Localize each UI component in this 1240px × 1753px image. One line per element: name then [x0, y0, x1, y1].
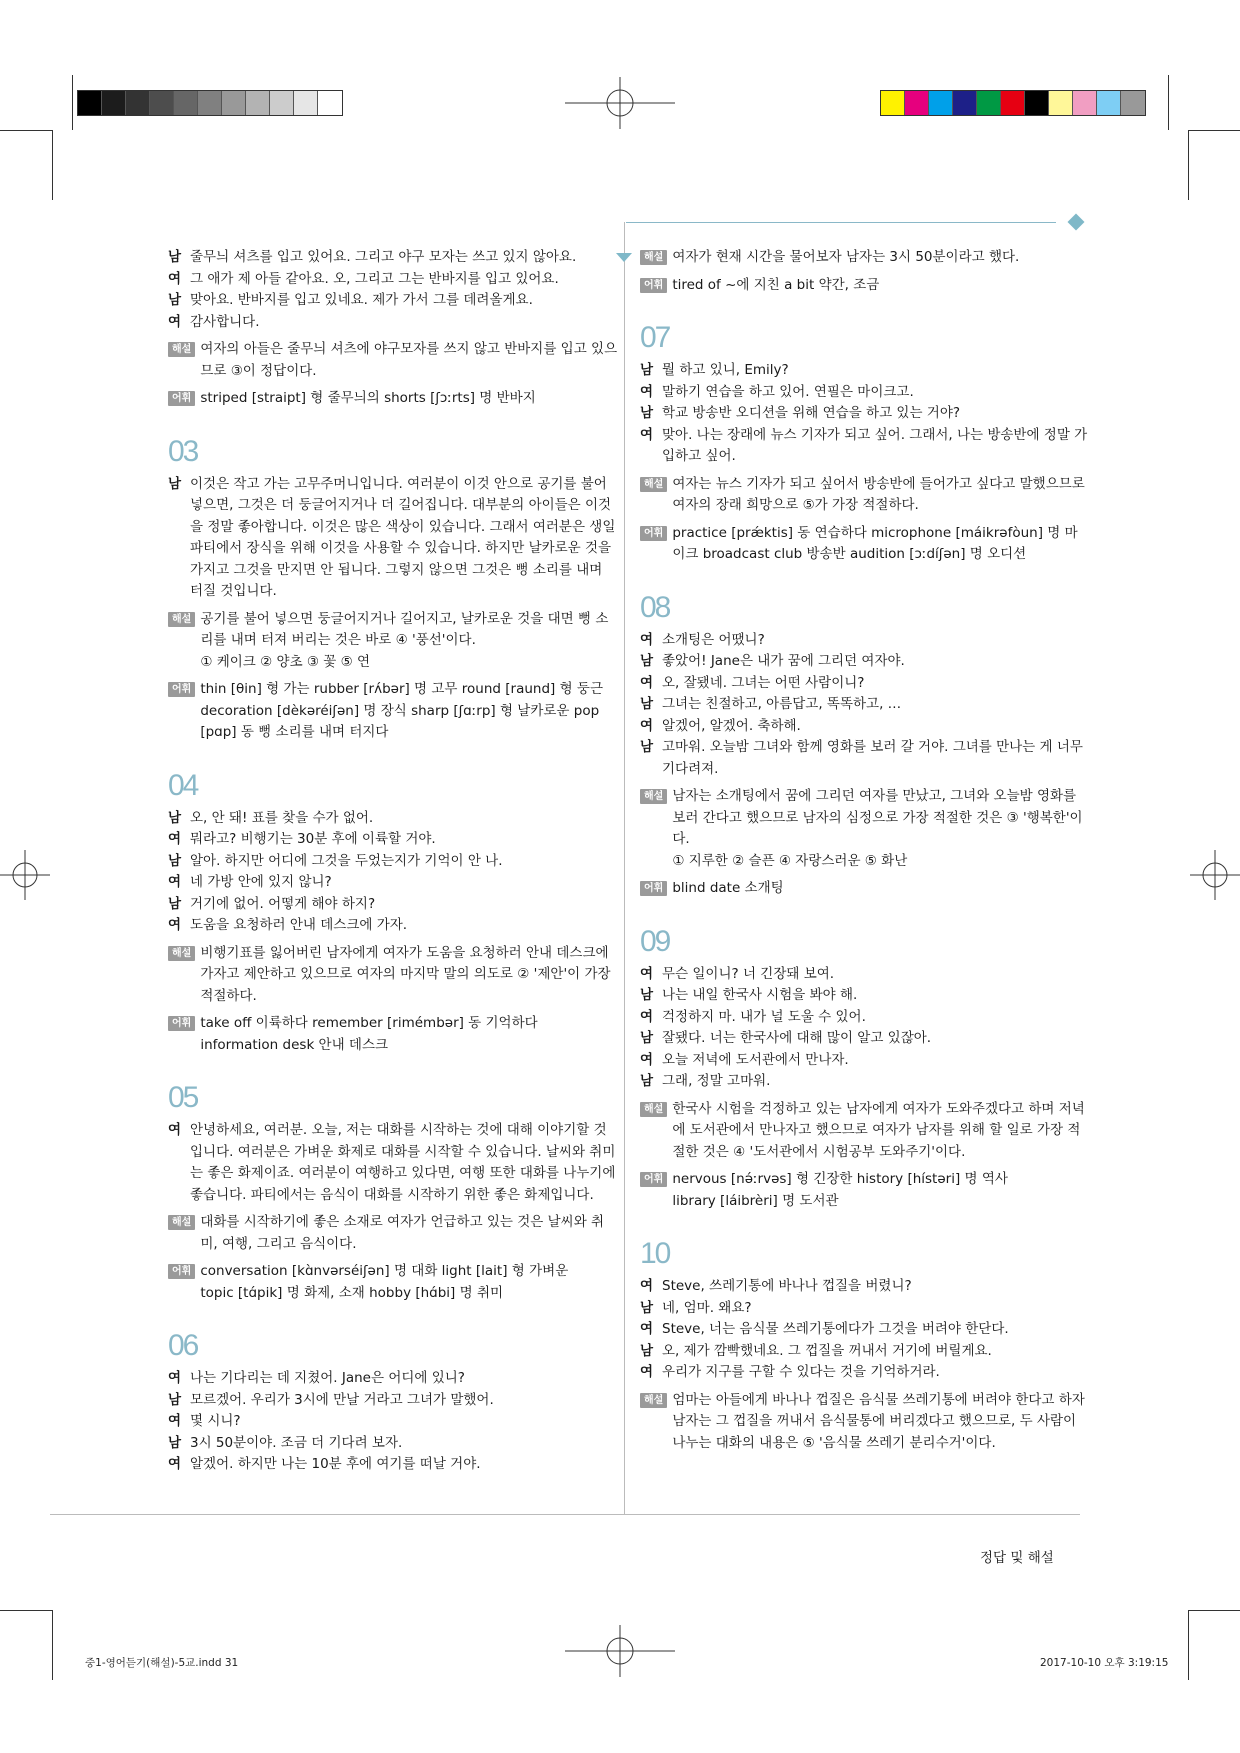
- crop-mark: [0, 130, 52, 131]
- vocab-text: nervous [nə́ːrvəs] 형 긴장한 history [hístəri] 명 역사 library [láibrèri] 명 도서관: [672, 1171, 1008, 1209]
- q09-number: 09: [640, 924, 670, 958]
- color-swatch: [1097, 91, 1121, 115]
- color-swatch: [1121, 91, 1145, 115]
- dialogue-line: [640, 1071, 1090, 1093]
- color-swatch: [1001, 91, 1025, 115]
- q09-vocab: [640, 1169, 1090, 1212]
- vocab-tag: 어휘: [168, 1016, 195, 1031]
- dialogue-text: 오, 제가 깜빡했네요. 그 껍질을 꺼내서 거기에 버릴게요.: [662, 1342, 992, 1359]
- vocab-text: blind date 소개팅: [672, 880, 784, 896]
- color-swatch: [881, 91, 905, 115]
- q08-explanation: [640, 786, 1090, 872]
- speaker-label: 여: [640, 631, 654, 648]
- crop-mark: [1188, 130, 1189, 200]
- vocab-text: tired of ~에 지친 a bit 약간, 조금: [672, 276, 880, 293]
- dialogue-text: 감사합니다.: [190, 313, 260, 330]
- speaker-label: 여: [168, 874, 182, 890]
- explanation-text: 대화를 시작하기에 좋은 소재로 여자가 언급하고 있는 것은 날씨와 취미, 여행, 그리고 음식이다.: [200, 1214, 605, 1252]
- vocab-tag: 어휘: [168, 1264, 195, 1279]
- q05-explanation: [168, 1212, 618, 1255]
- process-color-bar: [880, 90, 1146, 116]
- dialogue-text: 소개팅은 어땠니?: [662, 631, 765, 648]
- dialogue-line: [168, 829, 618, 851]
- dialogue-line: [640, 1007, 1090, 1029]
- dialogue-line: [168, 915, 618, 937]
- color-swatch: [294, 91, 318, 115]
- speaker-label: 남: [640, 1030, 654, 1046]
- vocab-tag: 어휘: [168, 391, 195, 406]
- color-swatch: [102, 91, 126, 115]
- dialogue-text: 오, 안 돼! 표를 찾을 수가 없어.: [190, 809, 374, 826]
- crop-mark: [0, 1610, 52, 1611]
- dialogue-line: [640, 964, 1090, 986]
- dialogue-text: 도움을 요청하러 안내 데스크에 가자.: [190, 917, 408, 933]
- dialogue-line: [168, 312, 618, 334]
- color-swatch: [174, 91, 198, 115]
- explanation-text: 여자의 아들은 줄무늬 셔츠에 야구모자를 쓰지 않고 반바지를 입고 있으므로 ③이 정답이다.: [200, 341, 618, 379]
- dialogue-text: 이것은 작고 가는 고무주머니입니다. 여러분이 이것 안으로 공기를 불어 넣으면, 그것은 더 둥글어지거나 더 길어집니다. 대부분의 아이들은 이것을 정말 좋아합니다. 이것은 많은 색상이 있습니다. 그래서 여러분은 생일 파티에서 장식을 위해 이것을 사용할 수 있습니다. 하지만 날카로운 것을 가지고 그것을 만지면 안 됩니다. 그렇지 않으면 그것은 뻥 소리를 내며 터질 것입니다.: [190, 475, 616, 599]
- dialogue-text: 학교 방송반 오디션을 위해 연습을 하고 있는 거야?: [662, 405, 961, 421]
- dialogue-line: [168, 1368, 618, 1390]
- color-swatch: [1025, 91, 1049, 115]
- vocab-tag: 어휘: [640, 1172, 667, 1187]
- speaker-label: 여: [168, 1370, 182, 1386]
- q04-dialogue: [168, 808, 618, 937]
- color-swatch: [126, 91, 150, 115]
- dialogue-text: 좋았어! Jane은 내가 꿈에 그리던 여자야.: [662, 653, 905, 669]
- dialogue-text: 몇 시니?: [190, 1413, 241, 1429]
- dialogue-text: 알겠어, 알겠어. 축하해.: [662, 717, 801, 734]
- dialogue-line: [168, 474, 618, 603]
- q02-dialogue: [168, 247, 618, 333]
- q07-dialogue: [640, 360, 1090, 468]
- dialogue-text: 알아. 하지만 어디에 그것을 두었는지가 기억이 안 나.: [190, 852, 503, 869]
- dialogue-line: [640, 382, 1090, 404]
- section-title: 정답 및 해설: [980, 1550, 1054, 1566]
- crop-mark: [52, 1610, 53, 1680]
- dialogue-text: 거기에 없어. 어떻게 해야 하지?: [190, 895, 376, 912]
- q10-explanation: [640, 1390, 1090, 1455]
- vocab-text: conversation [kɑ̀nvərséiʃən] 명 대화 light [lait] 형 가벼운 topic [tɑ́pik] 명 화제, 소재 hobby [hɑ́bi] 명 취미: [200, 1263, 569, 1301]
- vocab-tag: 어휘: [640, 526, 667, 541]
- registration-mark: [0, 850, 50, 900]
- dialogue-line: [168, 851, 618, 873]
- color-swatch: [270, 91, 294, 115]
- speaker-label: 여: [640, 1008, 654, 1025]
- dialogue-line: [640, 673, 1090, 695]
- dialogue-text: 잘됐다. 너는 한국사에 대해 많이 알고 있잖아.: [662, 1030, 932, 1046]
- crop-mark: [1188, 1610, 1189, 1680]
- q07-vocab: [640, 523, 1090, 566]
- speaker-label: 여: [168, 313, 182, 330]
- q06-dialogue: [168, 1368, 618, 1476]
- crop-mark: [52, 130, 53, 200]
- speaker-label: 남: [640, 987, 654, 1003]
- dialogue-text: 그래, 정말 고마워.: [662, 1073, 771, 1089]
- vocab-text: take off 이륙하다 remember [rimémbər] 동 기억하다 information desk 안내 데스크: [200, 1015, 538, 1053]
- color-swatch: [929, 91, 953, 115]
- explanation-text: 공기를 불어 넣으면 둥글어지거나 길어지고, 날카로운 것을 대면 뻥 소리를 내며 터져 버리는 것은 바로 ④ '풍선'이다. ① 케이크 ② 양초 ③ 꽃 ⑤ 연: [200, 610, 609, 670]
- speaker-label: 남: [640, 696, 654, 712]
- color-swatch: [246, 91, 270, 115]
- dialogue-text: 무슨 일이니? 너 긴장돼 보여.: [662, 965, 835, 982]
- q04-number: 04: [168, 768, 198, 802]
- dialogue-text: 걱정하지 마. 내가 널 도울 수 있어.: [662, 1008, 866, 1025]
- color-swatch: [953, 91, 977, 115]
- color-swatch: [150, 91, 174, 115]
- speaker-label: 여: [640, 1051, 654, 1068]
- vocab-tag: 어휘: [640, 881, 667, 896]
- speaker-label: 남: [168, 1434, 182, 1451]
- dialogue-line: [640, 1341, 1090, 1363]
- explanation-tag: 해설: [168, 1215, 195, 1230]
- explanation-tag: 해설: [168, 612, 195, 627]
- left-column: [168, 247, 618, 1476]
- q07-explanation: [640, 474, 1090, 517]
- dialogue-text: 나는 내일 한국사 시험을 봐야 해.: [662, 987, 858, 1003]
- explanation-text: 엄마는 아들에게 바나나 껍질은 음식물 쓰레기통에 버려야 한다고 하자 남자는 그 껍질을 꺼내서 음식물통에 버리겠다고 했으므로, 두 사람이 나누는 대화의 내용은 ⑤ '음식물 쓰레기 분리수거'이다.: [672, 1391, 1085, 1451]
- q06-vocab: [640, 275, 1090, 297]
- explanation-tag: 해설: [640, 477, 667, 492]
- vocab-text: practice [prǽktis] 동 연습하다 microphone [máikrəfòun] 명 마이크 broadcast club 방송반 audition [ɔːdíʃən] 명 오디션: [672, 524, 1078, 562]
- color-swatch: [198, 91, 222, 115]
- explanation-tag: 해설: [640, 1393, 667, 1408]
- dialogue-text: 그녀는 친절하고, 아름답고, 똑똑하고, …: [662, 696, 902, 712]
- speaker-label: 남: [640, 1073, 654, 1089]
- speaker-label: 남: [168, 852, 182, 869]
- q03-explanation: [168, 609, 618, 674]
- dialogue-line: [640, 630, 1090, 652]
- q02-vocab: [168, 388, 618, 410]
- corner-diamond: [1068, 214, 1085, 231]
- dialogue-line: [640, 1276, 1090, 1298]
- speaker-label: 남: [640, 739, 654, 755]
- color-swatch: [78, 91, 102, 115]
- speaker-label: 남: [168, 292, 182, 308]
- dialogue-line: [640, 694, 1090, 716]
- color-swatch: [222, 91, 246, 115]
- dialogue-line: [640, 1050, 1090, 1072]
- explanation-tag: 해설: [640, 789, 667, 804]
- dialogue-line: [168, 808, 618, 830]
- timestamp: 2017-10-10 오후 3:19:15: [1040, 1657, 1169, 1669]
- speaker-label: 남: [640, 362, 654, 378]
- dialogue-text: 오, 잘됐네. 그녀는 어떤 사람이니?: [662, 674, 865, 691]
- dialogue-text: 모르겠어. 우리가 3시에 만날 거라고 그녀가 말했어.: [190, 1391, 494, 1408]
- dialogue-line: [168, 1411, 618, 1433]
- explanation-text: 여자는 뉴스 기자가 되고 싶어서 방송반에 들어가고 싶다고 말했으므로 여자의 장래 희망으로 ⑤가 가장 적절하다.: [672, 475, 1085, 513]
- speaker-label: 남: [168, 475, 182, 492]
- q08-dialogue: [640, 630, 1090, 781]
- dialogue-line: [168, 1120, 618, 1206]
- dialogue-text: 나는 기다리는 데 지쳤어. Jane은 어디에 있니?: [190, 1370, 465, 1386]
- dialogue-text: 그 애가 제 아들 같아요. 오, 그리고 그는 반바지를 입고 있어요.: [190, 270, 559, 287]
- divider-triangle-icon: [616, 253, 632, 262]
- dialogue-line: [168, 1433, 618, 1455]
- vocab-tag: 어휘: [168, 682, 195, 697]
- explanation-tag: 해설: [168, 946, 195, 961]
- q04-explanation: [168, 943, 618, 1008]
- file-info: 중1-영어듣기(해설)-5교.indd 31: [85, 1657, 239, 1669]
- vocab-text: thin [θin] 형 가는 rubber [rʌ́bər] 명 고무 round [raund] 형 둥근 decoration [dèkəréiʃən] 명 장식 sharp [ʃɑːrp] 형 날카로운 pop [pɑp] 동 뻥 소리를 내며 터지다: [200, 681, 603, 740]
- speaker-label: 여: [640, 383, 654, 400]
- dialogue-line: [168, 872, 618, 894]
- dialogue-text: 네, 엄마. 왜요?: [662, 1299, 752, 1316]
- registration-mark: [565, 1625, 675, 1677]
- speaker-label: 여: [168, 831, 182, 847]
- dialogue-text: 우리가 지구를 구할 수 있다는 것을 기억하거라.: [662, 1364, 940, 1380]
- dialogue-line: [640, 737, 1090, 780]
- dialogue-line: [168, 269, 618, 291]
- dialogue-text: Steve, 너는 음식물 쓰레기통에다가 그것을 버려야 한단다.: [662, 1321, 1009, 1337]
- speaker-label: 남: [640, 653, 654, 669]
- speaker-label: 여: [640, 717, 654, 734]
- dialogue-text: 맞아. 나는 장래에 뉴스 기자가 되고 싶어. 그래서, 나는 방송반에 정말 가입하고 싶어.: [662, 426, 1088, 464]
- dialogue-line: [168, 1454, 618, 1476]
- speaker-label: 남: [640, 1299, 654, 1316]
- speaker-label: 남: [168, 895, 182, 912]
- explanation-tag: 해설: [640, 1102, 667, 1117]
- explanation-tag: 해설: [168, 342, 195, 357]
- vocab-text: striped [straipt] 형 줄무늬의 shorts [ʃɔːrts] 명 반바지: [200, 390, 536, 406]
- explanation-text: 여자가 현재 시간을 물어보자 남자는 3시 50분이라고 했다.: [672, 249, 1020, 265]
- crop-mark: [1168, 75, 1169, 130]
- speaker-label: 여: [640, 965, 654, 982]
- speaker-label: 남: [168, 1391, 182, 1408]
- speaker-label: 여: [168, 917, 182, 933]
- dialogue-line: [640, 425, 1090, 468]
- q09-explanation: [640, 1099, 1090, 1164]
- color-swatch: [318, 91, 342, 115]
- dialogue-line: [168, 290, 618, 312]
- dialogue-text: 줄무늬 셔츠를 입고 있어요. 그리고 야구 모자는 쓰고 있지 않아요.: [190, 249, 577, 265]
- dialogue-line: [640, 651, 1090, 673]
- crop-mark: [72, 75, 73, 130]
- speaker-label: 여: [640, 1364, 654, 1380]
- dialogue-line: [640, 985, 1090, 1007]
- q08-vocab: [640, 878, 1090, 900]
- explanation-text: 남자는 소개팅에서 꿈에 그리던 여자를 만났고, 그녀와 오늘밤 영화를 보러 간다고 했으므로 남자의 심정으로 가장 적절한 것은 ③ '행복한'이다. ① 지루한 ② 슬픈 ④ 자랑스러운 ⑤ 화난: [672, 788, 1083, 869]
- q10-number: 10: [640, 1237, 670, 1270]
- speaker-label: 남: [640, 405, 654, 421]
- color-swatch: [905, 91, 929, 115]
- dialogue-line: [640, 1298, 1090, 1320]
- dialogue-text: 안녕하세요, 여러분. 오늘, 저는 대화를 시작하는 것에 대해 이야기할 것입니다. 여러분은 가벼운 화제로 대화를 시작할 수 있습니다. 날씨와 취미는 좋은 화제이죠. 여러분이 여행하고 있다면, 여행 또한 대화를 나누기에 좋습니다. 파티에서는 음식이 대화를 시작하기 위한 좋은 화제입니다.: [190, 1122, 616, 1203]
- q03-vocab: [168, 679, 618, 744]
- bottom-rule: [50, 1514, 1080, 1515]
- dialogue-text: 알겠어. 하지만 나는 10분 후에 여기를 떠날 거야.: [190, 1456, 481, 1472]
- dialogue-text: 뭘 하고 있니, Emily?: [662, 362, 789, 378]
- crop-mark: [1188, 130, 1240, 131]
- explanation-tag: 해설: [640, 250, 667, 265]
- speaker-label: 남: [640, 1342, 654, 1359]
- dialogue-line: [640, 403, 1090, 425]
- speaker-label: 여: [640, 426, 654, 443]
- q06-number: 06: [168, 1329, 198, 1362]
- dialogue-line: [640, 1319, 1090, 1341]
- q06-explanation: [640, 247, 1090, 269]
- top-rule: [626, 222, 1056, 223]
- dialogue-text: 3시 50분이야. 조금 더 기다려 보자.: [190, 1434, 403, 1451]
- speaker-label: 여: [168, 1456, 182, 1472]
- color-swatch: [977, 91, 1001, 115]
- color-swatch: [1049, 91, 1073, 115]
- q04-vocab: [168, 1013, 618, 1056]
- q03-number: 03: [168, 434, 198, 468]
- q05-number: 05: [168, 1081, 198, 1114]
- vocab-tag: 어휘: [640, 278, 667, 293]
- registration-mark: [565, 77, 675, 129]
- q02-explanation: [168, 339, 618, 382]
- dialogue-line: [168, 1390, 618, 1412]
- registration-mark: [1190, 850, 1240, 900]
- dialogue-text: 오늘 저녁에 도서관에서 만나자.: [662, 1051, 849, 1068]
- q03-dialogue: [168, 474, 618, 603]
- dialogue-line: [640, 1028, 1090, 1050]
- dialogue-text: 뭐라고? 비행기는 30분 후에 이륙할 거야.: [190, 831, 436, 847]
- q05-vocab: [168, 1261, 618, 1304]
- gray-color-bar: [77, 90, 343, 116]
- speaker-label: 여: [640, 1321, 654, 1337]
- speaker-label: 여: [640, 1278, 654, 1294]
- speaker-label: 남: [168, 249, 182, 265]
- column-divider: [624, 222, 625, 1514]
- crop-mark: [1188, 1610, 1240, 1611]
- dialogue-line: [640, 360, 1090, 382]
- speaker-label: 여: [168, 270, 182, 287]
- speaker-label: 여: [168, 1122, 182, 1138]
- speaker-label: 남: [168, 809, 182, 826]
- color-swatch: [1073, 91, 1097, 115]
- speaker-label: 여: [640, 674, 654, 691]
- q07-number: 07: [640, 321, 670, 354]
- explanation-text: 한국사 시험을 걱정하고 있는 남자에게 여자가 도와주겠다고 하며 저녁에 도서관에서 만나자고 했으므로 여자가 남자를 위해 할 일로 가장 적절한 것은 ④ '도서관에서 시험공부 도와주기'이다.: [672, 1100, 1085, 1160]
- dialogue-line: [168, 247, 618, 269]
- dialogue-line: [168, 894, 618, 916]
- dialogue-text: 말하기 연습을 하고 있어. 연필은 마이크고.: [662, 383, 914, 400]
- dialogue-line: [640, 1362, 1090, 1384]
- dialogue-text: Steve, 쓰레기통에 바나나 껍질을 버렸니?: [662, 1278, 912, 1294]
- dialogue-text: 맞아요. 반바지를 입고 있네요. 제가 가서 그를 데려올게요.: [190, 292, 533, 308]
- right-column: [640, 247, 1090, 1454]
- q08-number: 08: [640, 590, 670, 624]
- dialogue-line: [640, 716, 1090, 738]
- q05-dialogue: [168, 1120, 618, 1206]
- speaker-label: 여: [168, 1413, 182, 1429]
- q09-dialogue: [640, 964, 1090, 1093]
- dialogue-text: 네 가방 안에 있지 않니?: [190, 874, 332, 890]
- q10-dialogue: [640, 1276, 1090, 1384]
- dialogue-text: 고마워. 오늘밤 그녀와 함께 영화를 보러 갈 거야. 그녀를 만나는 게 너무 기다려져.: [662, 739, 1083, 777]
- explanation-text: 비행기표를 잃어버린 남자에게 여자가 도움을 요청하러 안내 데스크에 가자고 제안하고 있으므로 여자의 마지막 말의 의도로 ② '제안'이 가장 적절하다.: [200, 944, 611, 1004]
